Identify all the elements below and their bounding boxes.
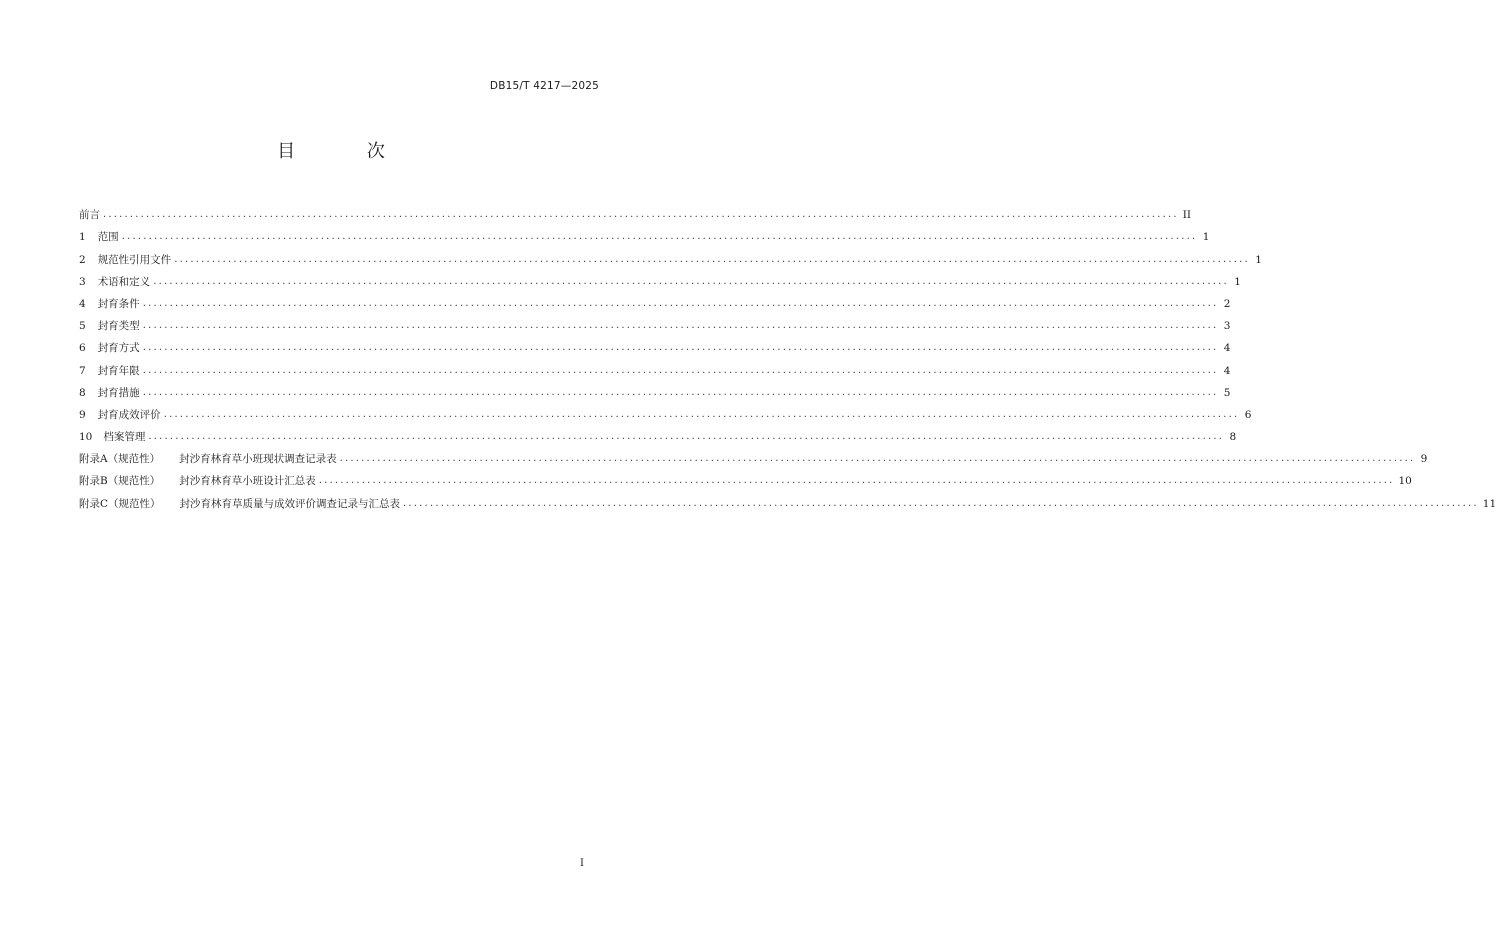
toc-entry-page: 2 (1223, 297, 1231, 310)
toc-entry-page: 1 (1255, 253, 1262, 266)
toc-entry[interactable] (79, 355, 1231, 377)
toc-dot-leader: ........................................................................................................................................................................................................ (153, 275, 1229, 287)
toc-entry-number: 9 (79, 408, 86, 421)
document-code: DB15/T 4217—2025 (489, 80, 599, 92)
toc-entry-title: 前言 (79, 209, 100, 222)
toc-entry-title: 封育年限 (97, 364, 140, 377)
toc-dot-leader: ........................................................................................................................................................................................................ (163, 408, 1240, 420)
toc-entry-title: 封育条件 (97, 297, 140, 310)
toc-entry-page: 8 (1229, 431, 1237, 444)
toc-entry-number: 附录C（规范性） (79, 497, 161, 510)
toc-entry-page: 11 (1482, 497, 1496, 510)
toc-dot-leader: ........................................................................................................................................................................................................ (103, 209, 1179, 221)
toc-entry-page: 1 (1202, 231, 1210, 244)
page-title: 目 次 (277, 141, 418, 162)
toc-entry[interactable] (79, 200, 1192, 222)
toc-entry-number: 6 (79, 342, 86, 355)
toc-entry[interactable] (79, 466, 1412, 488)
toc-dot-leader: ........................................................................................................................................................................................................ (142, 320, 1219, 332)
toc-entry[interactable] (79, 244, 1262, 266)
toc-entry-title: 档案管理 (103, 431, 146, 444)
toc-dot-leader: ........................................................................................................................................................................................................ (142, 364, 1219, 376)
toc-entry-page: 9 (1420, 453, 1428, 466)
toc-entry-page: 4 (1223, 364, 1231, 377)
toc-entry-number: 1 (79, 231, 86, 244)
table-of-contents (79, 200, 1496, 511)
toc-entry-title: 封育方式 (97, 342, 140, 355)
toc-entry-title: 术语和定义 (97, 275, 151, 288)
toc-entry-number: 4 (79, 297, 86, 310)
toc-entry-page: II (1182, 209, 1192, 222)
toc-entry-title: 规范性引用文件 (97, 253, 172, 266)
toc-entry-title: 封育措施 (97, 386, 140, 399)
toc-entry-title: 封育类型 (97, 320, 140, 333)
toc-entry-page: 5 (1223, 386, 1231, 399)
toc-entry-page: 3 (1223, 320, 1231, 333)
toc-dot-leader: ........................................................................................................................................................................................................ (142, 297, 1219, 309)
page-number: I (580, 858, 584, 869)
toc-dot-leader: ........................................................................................................................................................................................................ (403, 497, 1479, 509)
toc-entry[interactable] (79, 400, 1252, 422)
toc-entry[interactable] (79, 267, 1241, 289)
toc-entry[interactable] (79, 222, 1210, 244)
toc-entry-number: 7 (79, 364, 86, 377)
toc-entry[interactable] (79, 311, 1231, 333)
toc-entry-number: 附录B（规范性） (79, 475, 161, 488)
toc-entry[interactable] (79, 333, 1231, 355)
toc-entry-page: 10 (1398, 475, 1412, 488)
toc-entry[interactable] (79, 444, 1428, 466)
toc-dot-leader: ........................................................................................................................................................................................................ (339, 453, 1416, 465)
toc-entry-number: 附录A（规范性） (79, 453, 161, 466)
toc-dot-leader: ........................................................................................................................................................................................................ (142, 342, 1219, 354)
toc-dot-leader: ........................................................................................................................................................................................................ (174, 253, 1250, 265)
toc-entry-title: 封沙育林育草小班现状调查记录表 (179, 453, 337, 466)
toc-entry-number: 8 (79, 386, 86, 399)
toc-entry[interactable] (79, 422, 1237, 444)
toc-entry-page: 6 (1244, 408, 1252, 421)
toc-entry-number: 2 (79, 253, 86, 266)
toc-entry[interactable] (79, 378, 1231, 400)
toc-dot-leader: ........................................................................................................................................................................................................ (121, 231, 1198, 243)
toc-entry-number: 5 (79, 320, 86, 333)
toc-entry-number: 10 (79, 431, 93, 444)
toc-entry[interactable] (79, 289, 1231, 311)
toc-dot-leader: ........................................................................................................................................................................................................ (142, 386, 1219, 398)
toc-dot-leader: ........................................................................................................................................................................................................ (148, 431, 1225, 443)
toc-entry-number: 3 (79, 275, 86, 288)
toc-entry-title: 封育成效评价 (97, 408, 161, 421)
toc-entry-title: 封沙育林育草小班设计汇总表 (179, 475, 316, 488)
toc-entry-page: 4 (1223, 342, 1231, 355)
toc-dot-leader: ........................................................................................................................................................................................................ (318, 475, 1395, 487)
toc-entry-title: 范围 (97, 231, 119, 244)
toc-entry-title: 封沙育林育草质量与成效评价调查记录与汇总表 (179, 497, 401, 510)
toc-entry[interactable] (79, 488, 1496, 510)
toc-entry-page: 1 (1234, 275, 1241, 288)
